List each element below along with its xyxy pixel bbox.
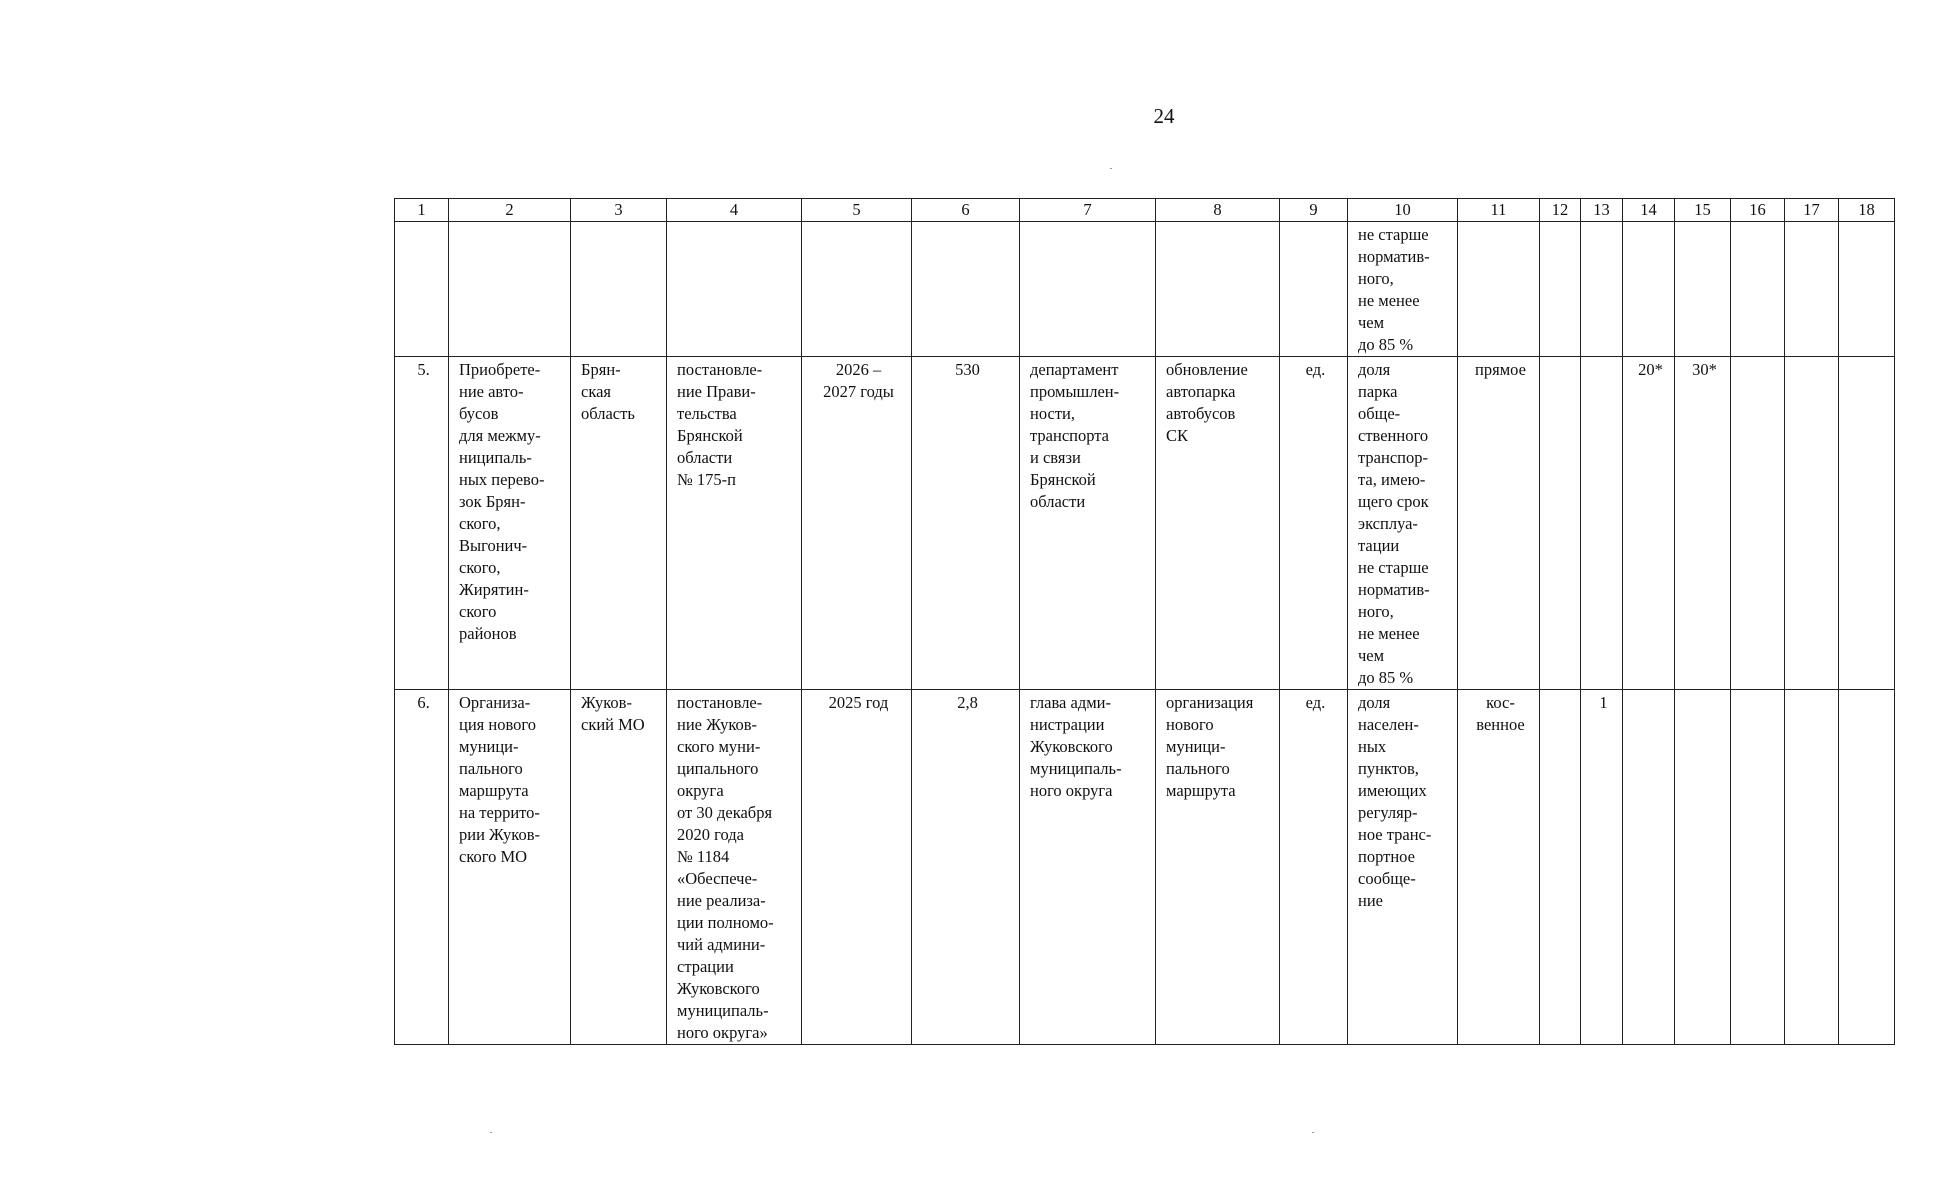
table-cell (802, 222, 912, 357)
table-cell: прямое (1458, 357, 1540, 690)
table-cell: 20* (1623, 357, 1675, 690)
table-cell (912, 222, 1020, 357)
table-cell (1731, 222, 1785, 357)
table-cell: ед. (1280, 690, 1348, 1045)
table-cell: Жуков- ский МО (571, 690, 667, 1045)
table-cell: не старше норматив- ного, не менее чем до 85 % (1348, 222, 1458, 357)
table-cell (571, 222, 667, 357)
table-cell (1156, 222, 1280, 357)
column-number: 14 (1623, 199, 1675, 222)
table-cell: постановле- ние Жуков- ского муни- ципального округа от 30 декабря 2020 года № 1184 «Обеспече- ние реализа- ции полномо- чий админи- страции Жуковского муниципаль- ного округа» (667, 690, 802, 1045)
column-number: 5 (802, 199, 912, 222)
table-cell: 30* (1675, 357, 1731, 690)
table-cell: 2,8 (912, 690, 1020, 1045)
table-cell (1540, 690, 1581, 1045)
scan-speck (490, 1132, 492, 1133)
table-cell: 1 (1581, 690, 1623, 1045)
column-number: 9 (1280, 199, 1348, 222)
column-number: 16 (1731, 199, 1785, 222)
table-cell (1785, 222, 1839, 357)
table-row (395, 690, 1895, 1045)
table-cell: кос- венное (1458, 690, 1540, 1045)
table-cell (1785, 357, 1839, 690)
column-number-row (395, 199, 1895, 222)
table-cell (1540, 222, 1581, 357)
table-cell (1675, 222, 1731, 357)
column-number: 18 (1839, 199, 1895, 222)
table-cell: ед. (1280, 357, 1348, 690)
table-cell: организация нового муници- пального маршрута (1156, 690, 1280, 1045)
table-cell (1623, 690, 1675, 1045)
page-number: 24 (1153, 104, 1175, 128)
column-number: 11 (1458, 199, 1540, 222)
table-cell (1581, 357, 1623, 690)
table-cell: 2026 – 2027 годы (802, 357, 912, 690)
column-number: 2 (449, 199, 571, 222)
scan-speck (1110, 168, 1112, 169)
table-cell: доля парка обще- ственного транспор- та, имею- щего срок эксплуа- тации не старше норматив- ного, не менее чем до 85 % (1348, 357, 1458, 690)
table-row (395, 357, 1895, 690)
table-cell (1581, 222, 1623, 357)
column-number: 3 (571, 199, 667, 222)
row-number-cell: 6. (395, 690, 449, 1045)
row-number-cell: 5. (395, 357, 449, 690)
table-row-continuation (395, 222, 1895, 357)
table-cell (1839, 690, 1895, 1045)
table-cell (1731, 690, 1785, 1045)
table-cell (1458, 222, 1540, 357)
table-cell (1839, 222, 1895, 357)
column-number: 13 (1581, 199, 1623, 222)
column-number: 12 (1540, 199, 1581, 222)
table-cell: постановле- ние Прави- тельства Брянской области № 175-п (667, 357, 802, 690)
column-number: 15 (1675, 199, 1731, 222)
table-cell (667, 222, 802, 357)
table-cell: доля населен- ных пунктов, имеющих регуляр- ное транс- портное сообще- ние (1348, 690, 1458, 1045)
table-cell (449, 222, 571, 357)
column-number: 4 (667, 199, 802, 222)
table-cell (1540, 357, 1581, 690)
table-cell: 530 (912, 357, 1020, 690)
column-number: 8 (1156, 199, 1280, 222)
table-cell (1280, 222, 1348, 357)
column-number: 17 (1785, 199, 1839, 222)
table-cell (395, 222, 449, 357)
column-number: 1 (395, 199, 449, 222)
table-cell (1731, 357, 1785, 690)
column-number: 10 (1348, 199, 1458, 222)
table-cell: департамент промышлен- ности, транспорта и связи Брянской области (1020, 357, 1156, 690)
table-cell: Брян- ская область (571, 357, 667, 690)
table-cell: Организа- ция нового муници- пального маршрута на террито- рии Жуков- ского МО (449, 690, 571, 1045)
table-cell: обновление автопарка автобусов СК (1156, 357, 1280, 690)
table-cell (1675, 690, 1731, 1045)
column-number: 7 (1020, 199, 1156, 222)
table-cell: глава адми- нистрации Жуковского муниципаль- ного округа (1020, 690, 1156, 1045)
table-cell (1020, 222, 1156, 357)
table-cell (1839, 357, 1895, 690)
program-table (394, 198, 1895, 1045)
scan-speck (1312, 1132, 1314, 1133)
table-cell: 2025 год (802, 690, 912, 1045)
table-cell (1785, 690, 1839, 1045)
table-cell (1623, 222, 1675, 357)
column-number: 6 (912, 199, 1020, 222)
table-cell: Приобрете- ние авто- бусов для межму- ниципаль- ных перево- зок Брян- ского, Выгонич- ского, Жирятин- ского районов (449, 357, 571, 690)
